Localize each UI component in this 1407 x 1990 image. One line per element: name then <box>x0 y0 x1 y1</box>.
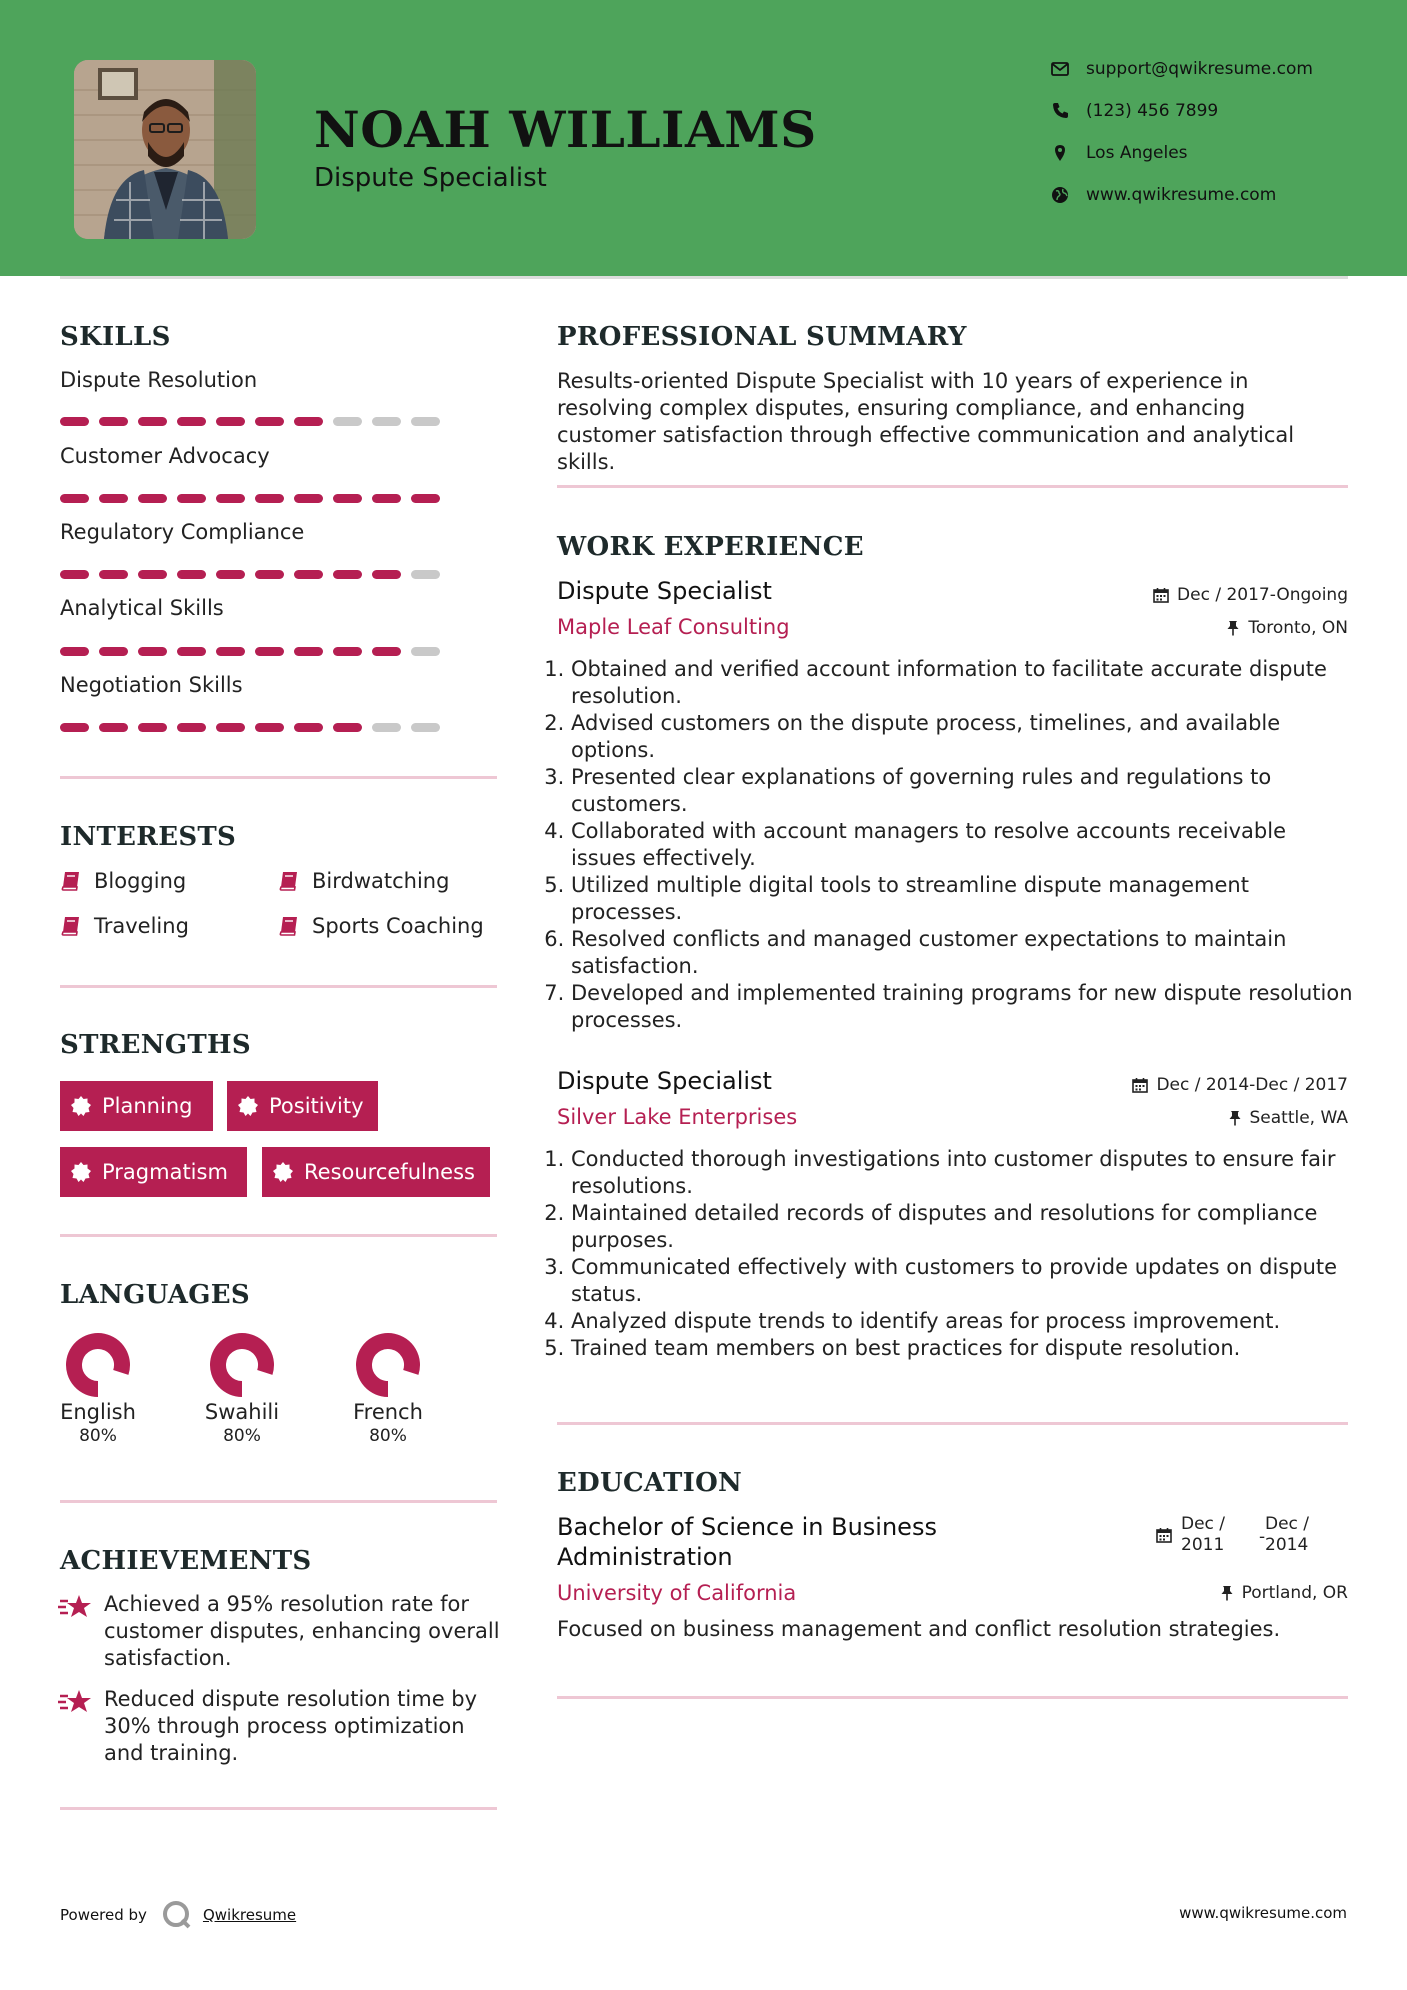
contact-email[interactable] <box>1050 57 1313 81</box>
skill-dot-filled <box>138 570 167 579</box>
date-separator: - <box>1259 1527 1266 1547</box>
job-bullet: 5. Utilized multiple digital tools to streamline dispute management processes. <box>571 872 1353 926</box>
qwikresume-logo-icon <box>161 1899 193 1931</box>
skills-heading: SKILLS <box>60 322 171 352</box>
skill-dot-filled <box>372 570 401 579</box>
badge-icon <box>272 1161 294 1183</box>
summary-text: Results-oriented Dispute Specialist with 10 years of experience in resolving complex disputes, ensuring compliance, and enhancing customer satisfaction through effective communication and analytical skills. <box>557 369 1295 474</box>
interests-heading: INTERESTS <box>60 822 237 852</box>
section-divider <box>60 1807 497 1810</box>
job-bullet: 1. Obtained and verified account information to facilitate accurate dispute resolution. <box>571 656 1353 710</box>
education-location: Portland, OR <box>1220 1583 1348 1603</box>
skill-dot-filled <box>138 494 167 503</box>
skill-dot-filled <box>255 570 284 579</box>
education-end-date: Dec / 2014 <box>1265 1514 1310 1555</box>
job-title: Dispute Specialist <box>557 1067 772 1095</box>
skill-dot-filled <box>177 647 206 656</box>
achievement-item: Reduced dispute resolution time by 30% through process optimization and training. <box>104 1687 478 1765</box>
skill-dot-empty <box>411 570 440 579</box>
skill-dot-filled <box>138 417 167 426</box>
header-divider <box>60 276 1348 279</box>
skill-dot-filled <box>216 494 245 503</box>
star-icon <box>58 1593 92 1621</box>
skill-dot-filled <box>255 647 284 656</box>
globe-icon <box>1050 185 1070 205</box>
qwikresume-link[interactable]: Qwikresume <box>202 1906 297 1924</box>
book-icon <box>278 870 300 892</box>
section-divider <box>60 1234 497 1237</box>
skill-dot-filled <box>138 723 167 732</box>
interest-item: Traveling <box>60 911 189 941</box>
school-name: University of California <box>557 1581 797 1605</box>
job-bullets <box>553 656 1353 1034</box>
skill-dot-empty <box>372 723 401 732</box>
profile-photo <box>74 60 256 239</box>
job-bullet: 7. Developed and implemented training programs for new dispute resolution processes. <box>571 980 1353 1034</box>
skill-dot-filled <box>216 417 245 426</box>
skill-dot-filled <box>333 647 362 656</box>
skill-dot-filled <box>99 417 128 426</box>
skill-name: Negotiation Skills <box>60 673 243 697</box>
skill-name: Regulatory Compliance <box>60 520 305 544</box>
skill-dot-filled <box>294 723 323 732</box>
calendar-icon <box>1153 587 1169 603</box>
skill-dot-filled <box>60 647 89 656</box>
contact-email-text: support@qwikresume.com <box>1086 59 1313 79</box>
language-ring-arc <box>218 1341 266 1389</box>
skill-dot-filled <box>99 570 128 579</box>
education-heading: EDUCATION <box>557 1468 743 1498</box>
achievement-item: Achieved a 95% resolution rate for customer disputes, enhancing overall satisfaction. <box>104 1592 500 1670</box>
section-divider <box>60 1500 497 1503</box>
skill-name: Dispute Resolution <box>60 368 258 392</box>
contact-phone[interactable] <box>1050 99 1218 123</box>
skill-dot-empty <box>411 723 440 732</box>
section-divider <box>60 776 497 779</box>
language-ring <box>207 1330 277 1400</box>
skill-name: Analytical Skills <box>60 596 224 620</box>
skill-dot-filled <box>333 570 362 579</box>
skill-dot-filled <box>60 417 89 426</box>
skill-dot-filled <box>294 417 323 426</box>
skill-level-bar <box>60 494 450 503</box>
job-bullet: 1. Conducted thorough investigations into customer disputes to ensure fair resolutions. <box>571 1146 1353 1200</box>
section-divider <box>60 985 497 988</box>
job-title: Dispute Specialist <box>557 577 772 605</box>
book-icon <box>60 870 82 892</box>
skill-level-bar <box>60 417 450 426</box>
badge-icon <box>70 1095 92 1117</box>
skill-dot-filled <box>294 494 323 503</box>
skill-dot-filled <box>99 647 128 656</box>
strengths-heading: STRENGTHS <box>60 1030 251 1060</box>
achievements-heading: ACHIEVEMENTS <box>60 1546 312 1576</box>
strength-tag: Pragmatism <box>60 1147 247 1197</box>
skill-dot-filled <box>216 647 245 656</box>
contact-website[interactable] <box>1050 183 1276 207</box>
job-bullet: 5. Trained team members on best practices for dispute resolution. <box>571 1335 1353 1362</box>
strength-tag: Planning <box>60 1081 213 1131</box>
skill-dot-filled <box>60 570 89 579</box>
skill-level-bar <box>60 723 450 732</box>
footer-website[interactable]: www.qwikresume.com <box>1179 1904 1347 1922</box>
language-item: Swahili 80% <box>182 1330 302 1446</box>
job-bullets <box>553 1146 1353 1362</box>
job-date: Dec / 2017-Ongoing <box>1153 585 1348 605</box>
company-name: Maple Leaf Consulting <box>557 615 790 639</box>
skill-dot-filled <box>99 494 128 503</box>
job-bullet: 4. Analyzed dispute trends to identify areas for process improvement. <box>571 1308 1353 1335</box>
section-divider <box>557 1422 1348 1425</box>
company-name: Silver Lake Enterprises <box>557 1105 798 1129</box>
book-icon <box>278 915 300 937</box>
job-bullet: 3. Communicated effectively with customers to provide updates on dispute status. <box>571 1254 1353 1308</box>
skill-dot-filled <box>99 723 128 732</box>
footer-powered-by: Powered by Qwikresume <box>60 1897 296 1933</box>
skill-dot-filled <box>177 494 206 503</box>
languages-heading: LANGUAGES <box>60 1280 250 1310</box>
pushpin-icon <box>1226 620 1240 636</box>
job-location: Seattle, WA <box>1228 1108 1349 1128</box>
job-bullet: 2. Maintained detailed records of disputes and resolutions for compliance purposes. <box>571 1200 1353 1254</box>
degree-line-2: Administration <box>557 1543 733 1571</box>
language-ring-arc <box>364 1341 412 1389</box>
skill-dot-filled <box>138 647 167 656</box>
contact-location-text: Los Angeles <box>1086 143 1188 163</box>
contact-website-text: www.qwikresume.com <box>1086 185 1277 205</box>
education-start-date: Dec / 2011 <box>1181 1514 1226 1555</box>
section-divider <box>557 1696 1348 1699</box>
skill-dot-filled <box>177 417 206 426</box>
skill-dot-filled <box>411 494 440 503</box>
interest-item: Birdwatching <box>278 866 449 896</box>
language-ring-arc <box>74 1341 122 1389</box>
language-ring <box>63 1330 133 1400</box>
skill-dot-filled <box>216 723 245 732</box>
book-icon <box>60 915 82 937</box>
skill-dot-empty <box>372 417 401 426</box>
skill-dot-filled <box>372 647 401 656</box>
skill-dot-filled <box>333 494 362 503</box>
skill-dot-filled <box>255 723 284 732</box>
skill-level-bar <box>60 570 450 579</box>
language-item: English 80% <box>38 1330 158 1446</box>
strength-tag: Resourcefulness <box>262 1147 490 1197</box>
job-bullet: 6. Resolved conflicts and managed customer expectations to maintain satisfaction. <box>571 926 1353 980</box>
section-divider <box>557 485 1348 488</box>
pushpin-icon <box>1228 1110 1242 1126</box>
star-icon <box>58 1688 92 1716</box>
calendar-icon <box>1132 1077 1148 1093</box>
skill-name: Customer Advocacy <box>60 444 270 468</box>
badge-icon <box>237 1095 259 1117</box>
strength-tag: Positivity <box>227 1081 378 1131</box>
skill-dot-filled <box>216 570 245 579</box>
job-bullet: 2. Advised customers on the dispute process, timelines, and available options. <box>571 710 1353 764</box>
job-bullet: 4. Collaborated with account managers to resolve accounts receivable issues effectively. <box>571 818 1353 872</box>
skill-dot-empty <box>411 417 440 426</box>
skill-dot-filled <box>255 494 284 503</box>
skill-level-bar <box>60 647 450 656</box>
candidate-role: Dispute Specialist <box>314 163 547 193</box>
skill-dot-filled <box>60 494 89 503</box>
contact-phone-text: (123) 456 7899 <box>1086 101 1219 121</box>
skill-dot-filled <box>294 647 323 656</box>
experience-heading: WORK EXPERIENCE <box>557 532 864 562</box>
skill-dot-filled <box>294 570 323 579</box>
contact-location <box>1050 141 1188 165</box>
interest-item: Blogging <box>60 866 186 896</box>
phone-icon <box>1050 101 1070 121</box>
education-description: Focused on business management and conflict resolution strategies. <box>557 1617 1281 1641</box>
skill-dot-filled <box>177 723 206 732</box>
job-bullet: 3. Presented clear explanations of governing rules and regulations to customers. <box>571 764 1353 818</box>
email-icon <box>1050 59 1070 79</box>
job-location: Toronto, ON <box>1226 618 1348 638</box>
summary-heading: PROFESSIONAL SUMMARY <box>557 322 967 352</box>
pushpin-icon <box>1220 1585 1234 1601</box>
candidate-name: NOAH WILLIAMS <box>314 100 817 159</box>
skill-dot-empty <box>333 417 362 426</box>
skill-dot-filled <box>255 417 284 426</box>
interest-item: Sports Coaching <box>278 911 484 941</box>
location-pin-icon <box>1050 143 1070 163</box>
skill-dot-filled <box>60 723 89 732</box>
calendar-icon <box>1156 1527 1172 1543</box>
badge-icon <box>70 1161 92 1183</box>
language-ring <box>353 1330 423 1400</box>
language-item: French 80% <box>328 1330 448 1446</box>
skill-dot-empty <box>411 647 440 656</box>
job-date: Dec / 2014-Dec / 2017 <box>1132 1075 1348 1095</box>
degree-line-1: Bachelor of Science in Business <box>557 1513 937 1541</box>
skill-dot-filled <box>177 570 206 579</box>
skill-dot-filled <box>333 723 362 732</box>
skill-dot-filled <box>372 494 401 503</box>
